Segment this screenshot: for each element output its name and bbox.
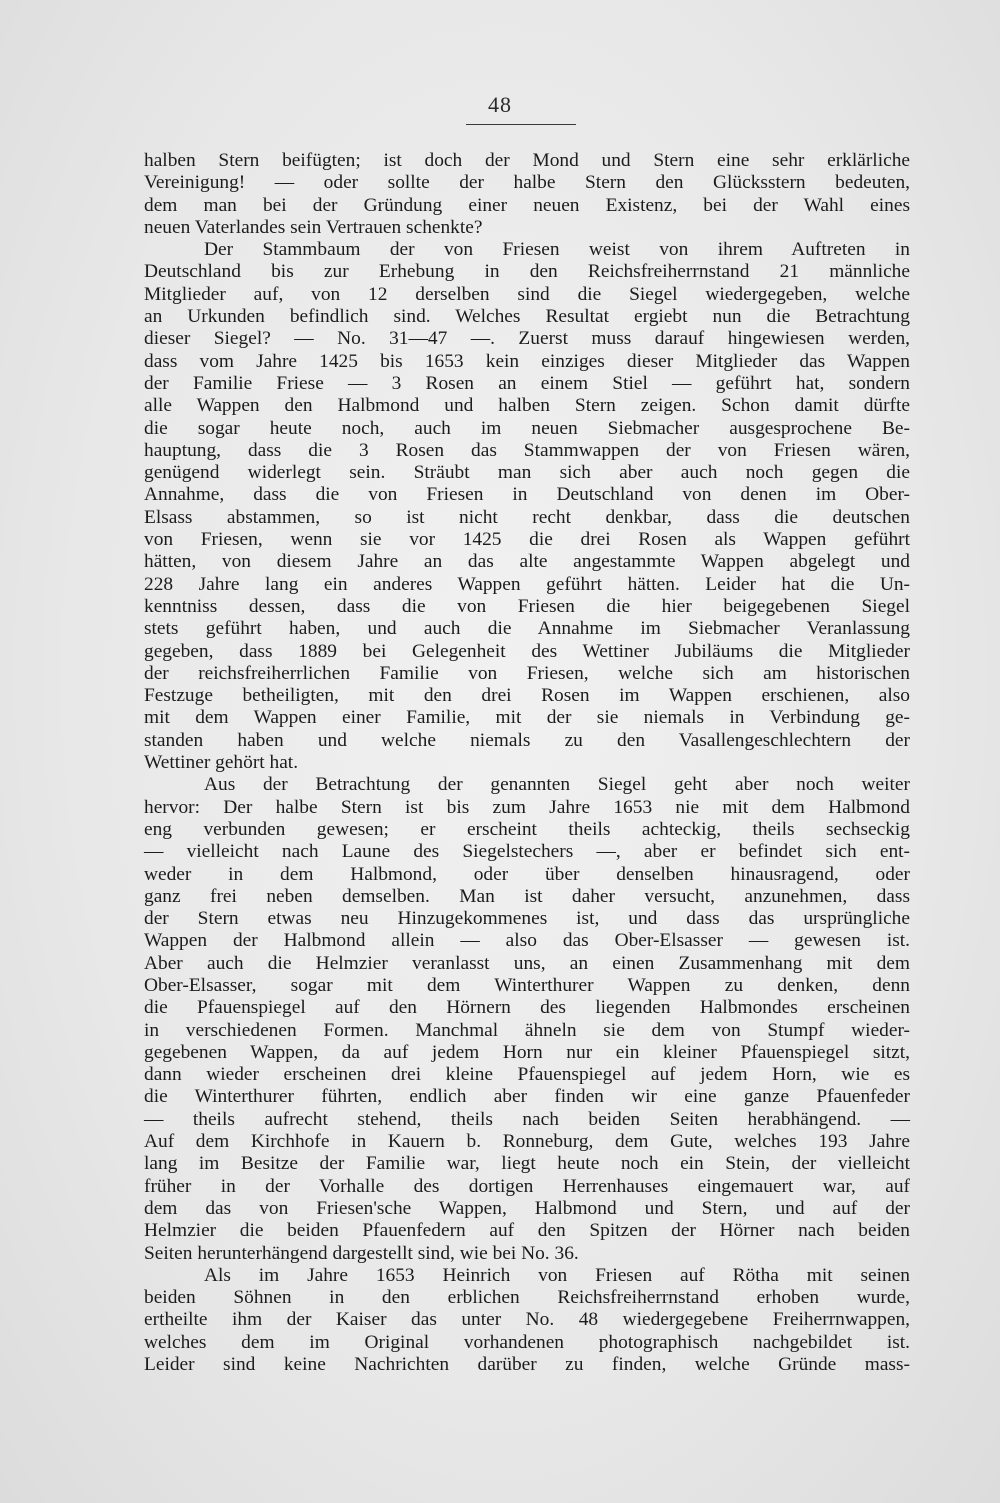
text-line: halben Stern beifügten; ist doch der Mond und Stern eine sehr erklärliche: [144, 150, 910, 171]
text-line: Festzuge betheiligten, mit den drei Rosen im Wappen erschienen, also: [144, 685, 910, 707]
text-line: der reichsfreiherrlichen Familie von Friesen, welche sich am historischen: [144, 662, 910, 684]
text-line: 228 Jahre lang ein anderes Wappen geführt hätten. Leider hat die Un-: [144, 573, 910, 595]
text-line: Seiten herunterhängend dargestellt sind, wie bei No. 36.: [144, 1242, 579, 1264]
text-line: ganz frei neben demselben. Man ist daher versucht, anzunehmen, dass: [144, 885, 910, 907]
text-line: hauptung, dass die 3 Rosen das Stammwappen der von Friesen wären,: [144, 439, 910, 461]
text-line: die Winterthurer führten, endlich aber finden wir eine ganze Pfauenfeder: [144, 1086, 910, 1108]
text-line: der Stern etwas neu Hinzugekommenes ist, und dass das ursprüngliche: [144, 908, 910, 930]
text-line: dem das von Friesen'sche Wappen, Halbmond und Stern, und auf der: [144, 1197, 910, 1219]
text-line: die sogar heute noch, auch im neuen Siebmacher ausgesprochene Be-: [144, 417, 910, 439]
text-line: Mitglieder auf, von 12 derselben sind die Siegel wiedergegeben, welche: [144, 283, 910, 305]
text-line: hätten, von diesem Jahre an das alte angestammte Wappen abgelegt und: [144, 551, 910, 573]
text-line: Helmzier die beiden Pfauenfedern auf den Spitzen der Hörner nach beiden: [144, 1220, 910, 1242]
text-line: hervor: Der halbe Stern ist bis zum Jahre 1653 nie mit dem Halbmond: [144, 796, 910, 818]
text-line: früher in der Vorhalle des dortigen Herrenhauses eingemauert war, auf: [144, 1175, 910, 1197]
text-line: Deutschland bis zur Erhebung in den Reichsfreiherrnstand 21 männliche: [144, 261, 910, 283]
text-line: Der Stammbaum der von Friesen weist von ihrem Auftreten in: [204, 239, 910, 261]
text-line: kenntniss dessen, dass die von Friesen die hier beigegebenen Siegel: [144, 595, 910, 617]
text-line: dem man bei der Gründung einer neuen Existenz, bei der Wahl eines: [144, 194, 910, 216]
text-line: ertheilte ihm der Kaiser das unter No. 48 wiedergegebene Freiherrnwappen,: [144, 1309, 910, 1331]
text-line: genügend widerlegt sein. Sträubt man sich aber auch noch gegen die: [144, 462, 910, 484]
header-rule: [466, 124, 576, 125]
text-line: Elsass abstammen, so ist nicht recht denkbar, dass die deutschen: [144, 506, 910, 528]
text-line: Leider sind keine Nachrichten darüber zu finden, welche Gründe mass-: [144, 1354, 910, 1376]
text-line: die Pfauenspiegel auf den Hörnern des liegenden Halbmondes erscheinen: [144, 997, 910, 1019]
page-number: 48: [488, 92, 512, 117]
text-line: dann wieder erscheinen drei kleine Pfauenspiegel auf jedem Horn, wie es: [144, 1064, 910, 1086]
text-line: neuen Vaterlandes sein Vertrauen schenkte?: [144, 216, 483, 238]
text-line: alle Wappen den Halbmond und halben Stern zeigen. Schon damit dürfte: [144, 395, 910, 417]
text-line: welches dem im Original vorhandenen photographisch nachgebildet ist.: [144, 1331, 910, 1353]
text-line: mit dem Wappen einer Familie, mit der sie niemals in Verbindung ge-: [144, 707, 910, 729]
text-line: — vielleicht nach Laune des Siegelstechers —, aber er befindet sich ent-: [144, 841, 910, 863]
text-line: gegeben, dass 1889 bei Gelegenheit des Wettiner Jubiläums die Mitglieder: [144, 640, 910, 662]
text-line: weder in dem Halbmond, oder über denselben hinausragend, oder: [144, 863, 910, 885]
text-line: Ober-Elsasser, sogar mit dem Winterthurer Wappen zu denken, denn: [144, 974, 910, 996]
text-line: beiden Söhnen in den erblichen Reichsfreiherrnstand erhoben wurde,: [144, 1287, 910, 1309]
text-line: stets geführt haben, und auch die Annahme im Siebmacher Veranlassung: [144, 618, 910, 640]
text-line: Annahme, dass die von Friesen in Deutschland von denen im Ober-: [144, 484, 910, 506]
text-line: der Familie Friese — 3 Rosen an einem Stiel — geführt hat, sondern: [144, 372, 910, 394]
text-line: von Friesen, wenn sie vor 1425 die drei Rosen als Wappen geführt: [144, 529, 910, 551]
text-line: an Urkunden befindlich sind. Welches Resultat ergiebt nun die Betrachtung: [144, 306, 910, 328]
text-line: gegebenen Wappen, da auf jedem Horn nur ein kleiner Pfauenspiegel sitzt,: [144, 1041, 910, 1063]
text-line: Wappen der Halbmond allein — also das Ober-Elsasser — gewesen ist.: [144, 930, 910, 952]
text-line: lang im Besitze der Familie war, liegt heute noch ein Stein, der vielleicht: [144, 1153, 910, 1175]
text-line: Auf dem Kirchhofe in Kauern b. Ronneburg, dem Gute, welches 193 Jahre: [144, 1131, 910, 1153]
body-text: [144, 150, 910, 1376]
text-line: in verschiedenen Formen. Manchmal ähneln sie dem von Stumpf wieder-: [144, 1019, 910, 1041]
text-line: dass vom Jahre 1425 bis 1653 kein einziges dieser Mitglieder das Wappen: [144, 350, 910, 372]
text-line: eng verbunden gewesen; er erscheint theils achteckig, theils sechseckig: [144, 818, 910, 840]
text-line: dieser Siegel? — No. 31—47 —. Zuerst muss darauf hingewiesen werden,: [144, 328, 910, 350]
text-line: Aber auch die Helmzier veranlasst uns, an einen Zusammenhang mit dem: [144, 952, 910, 974]
text-line: Wettiner gehört hat.: [144, 752, 299, 774]
page-header: [0, 92, 1000, 118]
text-line: Vereinigung! — oder sollte der halbe Stern den Glücksstern bedeuten,: [144, 172, 910, 194]
text-line: Aus der Betrachtung der genannten Siegel geht aber noch weiter: [204, 774, 910, 796]
text-line: standen haben und welche niemals zu den Vasallengeschlechtern der: [144, 729, 910, 751]
text-line: — theils aufrecht stehend, theils nach beiden Seiten herabhängend. —: [144, 1108, 910, 1130]
text-line: Als im Jahre 1653 Heinrich von Friesen auf Rötha mit seinen: [204, 1264, 910, 1286]
